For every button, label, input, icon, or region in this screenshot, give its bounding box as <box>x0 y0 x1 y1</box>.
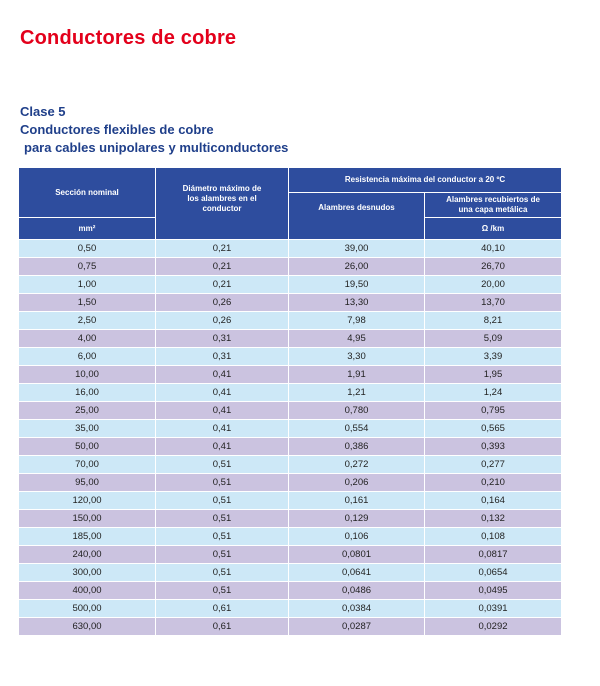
cell-desnudos: 0,129 <box>289 510 425 528</box>
cell-diametro: 0,21 <box>156 240 289 258</box>
table-row <box>19 330 562 348</box>
cell-seccion: 120,00 <box>19 492 156 510</box>
cell-desnudos: 13,30 <box>289 294 425 312</box>
table-row <box>19 240 562 258</box>
cell-desnudos: 0,161 <box>289 492 425 510</box>
cell-recubiertos: 26,70 <box>425 258 562 276</box>
table-row <box>19 348 562 366</box>
cell-seccion: 4,00 <box>19 330 156 348</box>
header-seccion <box>19 168 156 218</box>
cell-desnudos: 0,106 <box>289 528 425 546</box>
cell-recubiertos: 0,393 <box>425 438 562 456</box>
cell-recubiertos: 20,00 <box>425 276 562 294</box>
header-diametro <box>156 168 289 240</box>
cell-diametro: 0,51 <box>156 474 289 492</box>
cell-recubiertos: 0,0391 <box>425 600 562 618</box>
header-recubiertos-label: Alambres recubiertos de una capa metálica <box>446 195 540 214</box>
table-row <box>19 510 562 528</box>
table-row <box>19 492 562 510</box>
resist-unit-label: Ω /km <box>481 223 505 233</box>
cell-seccion: 2,50 <box>19 312 156 330</box>
cell-diametro: 0,51 <box>156 456 289 474</box>
cell-recubiertos: 1,95 <box>425 366 562 384</box>
cell-diametro: 0,41 <box>156 366 289 384</box>
header-desnudos <box>289 193 425 240</box>
cell-seccion: 1,50 <box>19 294 156 312</box>
cell-seccion: 500,00 <box>19 600 156 618</box>
cell-diametro: 0,51 <box>156 528 289 546</box>
clase-label: Clase 5 <box>20 104 66 119</box>
cell-diametro: 0,51 <box>156 546 289 564</box>
cell-desnudos: 0,386 <box>289 438 425 456</box>
table-row <box>19 420 562 438</box>
cell-diametro: 0,26 <box>156 294 289 312</box>
cell-seccion: 6,00 <box>19 348 156 366</box>
table-row <box>19 600 562 618</box>
table-row <box>19 528 562 546</box>
header-seccion-label: Sección nominal <box>55 187 119 197</box>
table-row <box>19 384 562 402</box>
cell-diametro: 0,21 <box>156 258 289 276</box>
header-resistance-unit <box>425 218 562 240</box>
cell-seccion: 185,00 <box>19 528 156 546</box>
cell-diametro: 0,41 <box>156 438 289 456</box>
header-recubiertos <box>425 193 562 218</box>
cell-diametro: 0,31 <box>156 330 289 348</box>
cell-seccion: 70,00 <box>19 456 156 474</box>
cell-diametro: 0,21 <box>156 276 289 294</box>
cell-diametro: 0,61 <box>156 618 289 636</box>
table-row <box>19 564 562 582</box>
header-seccion-unit <box>19 218 156 240</box>
cell-desnudos: 4,95 <box>289 330 425 348</box>
cell-seccion: 240,00 <box>19 546 156 564</box>
table-body <box>19 240 562 636</box>
cell-recubiertos: 8,21 <box>425 312 562 330</box>
cell-seccion: 0,75 <box>19 258 156 276</box>
subtitle-line-2: para cables unipolares y multiconductores <box>24 140 289 155</box>
cell-seccion: 95,00 <box>19 474 156 492</box>
cell-diametro: 0,51 <box>156 510 289 528</box>
cell-desnudos: 1,91 <box>289 366 425 384</box>
cell-recubiertos: 0,132 <box>425 510 562 528</box>
cell-desnudos: 0,0641 <box>289 564 425 582</box>
table-row <box>19 258 562 276</box>
cell-desnudos: 0,272 <box>289 456 425 474</box>
cell-recubiertos: 3,39 <box>425 348 562 366</box>
cell-diametro: 0,51 <box>156 492 289 510</box>
cell-seccion: 50,00 <box>19 438 156 456</box>
cell-recubiertos: 13,70 <box>425 294 562 312</box>
cell-desnudos: 0,0384 <box>289 600 425 618</box>
cell-desnudos: 0,554 <box>289 420 425 438</box>
table-row <box>19 456 562 474</box>
conductor-table <box>18 167 562 636</box>
cell-desnudos: 7,98 <box>289 312 425 330</box>
cell-desnudos: 0,0801 <box>289 546 425 564</box>
cell-desnudos: 0,206 <box>289 474 425 492</box>
cell-seccion: 400,00 <box>19 582 156 600</box>
cell-recubiertos: 0,277 <box>425 456 562 474</box>
cell-diametro: 0,41 <box>156 420 289 438</box>
cell-recubiertos: 0,0495 <box>425 582 562 600</box>
seccion-unit-label: mm² <box>78 223 96 233</box>
cell-desnudos: 0,0287 <box>289 618 425 636</box>
cell-seccion: 1,00 <box>19 276 156 294</box>
table-row <box>19 546 562 564</box>
cell-recubiertos: 0,108 <box>425 528 562 546</box>
cell-recubiertos: 40,10 <box>425 240 562 258</box>
cell-recubiertos: 5,09 <box>425 330 562 348</box>
cell-diametro: 0,61 <box>156 600 289 618</box>
table-row <box>19 276 562 294</box>
cell-recubiertos: 1,24 <box>425 384 562 402</box>
page-title: Conductores de cobre <box>20 27 237 49</box>
cell-desnudos: 1,21 <box>289 384 425 402</box>
table-row <box>19 582 562 600</box>
cell-seccion: 300,00 <box>19 564 156 582</box>
table-row <box>19 312 562 330</box>
cell-diametro: 0,26 <box>156 312 289 330</box>
cell-diametro: 0,41 <box>156 402 289 420</box>
cell-desnudos: 0,780 <box>289 402 425 420</box>
cell-desnudos: 3,30 <box>289 348 425 366</box>
cell-seccion: 35,00 <box>19 420 156 438</box>
cell-diametro: 0,41 <box>156 384 289 402</box>
cell-seccion: 10,00 <box>19 366 156 384</box>
cell-seccion: 0,50 <box>19 240 156 258</box>
table-header <box>19 168 562 240</box>
table-row <box>19 438 562 456</box>
header-diametro-label: Diámetro máximo de los alambres en el conductor <box>182 184 262 213</box>
cell-recubiertos: 0,795 <box>425 402 562 420</box>
subtitle-line-1: Conductores flexibles de cobre <box>20 122 214 137</box>
cell-recubiertos: 0,0654 <box>425 564 562 582</box>
cell-diametro: 0,31 <box>156 348 289 366</box>
table-row <box>19 294 562 312</box>
table-row <box>19 366 562 384</box>
cell-seccion: 25,00 <box>19 402 156 420</box>
cell-recubiertos: 0,210 <box>425 474 562 492</box>
cell-desnudos: 26,00 <box>289 258 425 276</box>
cell-recubiertos: 0,164 <box>425 492 562 510</box>
cell-desnudos: 39,00 <box>289 240 425 258</box>
cell-desnudos: 19,50 <box>289 276 425 294</box>
table-row <box>19 474 562 492</box>
cell-diametro: 0,51 <box>156 564 289 582</box>
table-row <box>19 402 562 420</box>
cell-desnudos: 0,0486 <box>289 582 425 600</box>
cell-seccion: 150,00 <box>19 510 156 528</box>
cell-seccion: 630,00 <box>19 618 156 636</box>
cell-recubiertos: 0,565 <box>425 420 562 438</box>
cell-diametro: 0,51 <box>156 582 289 600</box>
cell-recubiertos: 0,0292 <box>425 618 562 636</box>
header-resistencia <box>289 168 562 193</box>
cell-seccion: 16,00 <box>19 384 156 402</box>
table-row <box>19 618 562 636</box>
header-desnudos-label: Alambres desnudos <box>318 203 395 212</box>
cell-recubiertos: 0,0817 <box>425 546 562 564</box>
header-resistencia-label: Resistencia máxima del conductor a 20 ºC <box>344 175 506 184</box>
